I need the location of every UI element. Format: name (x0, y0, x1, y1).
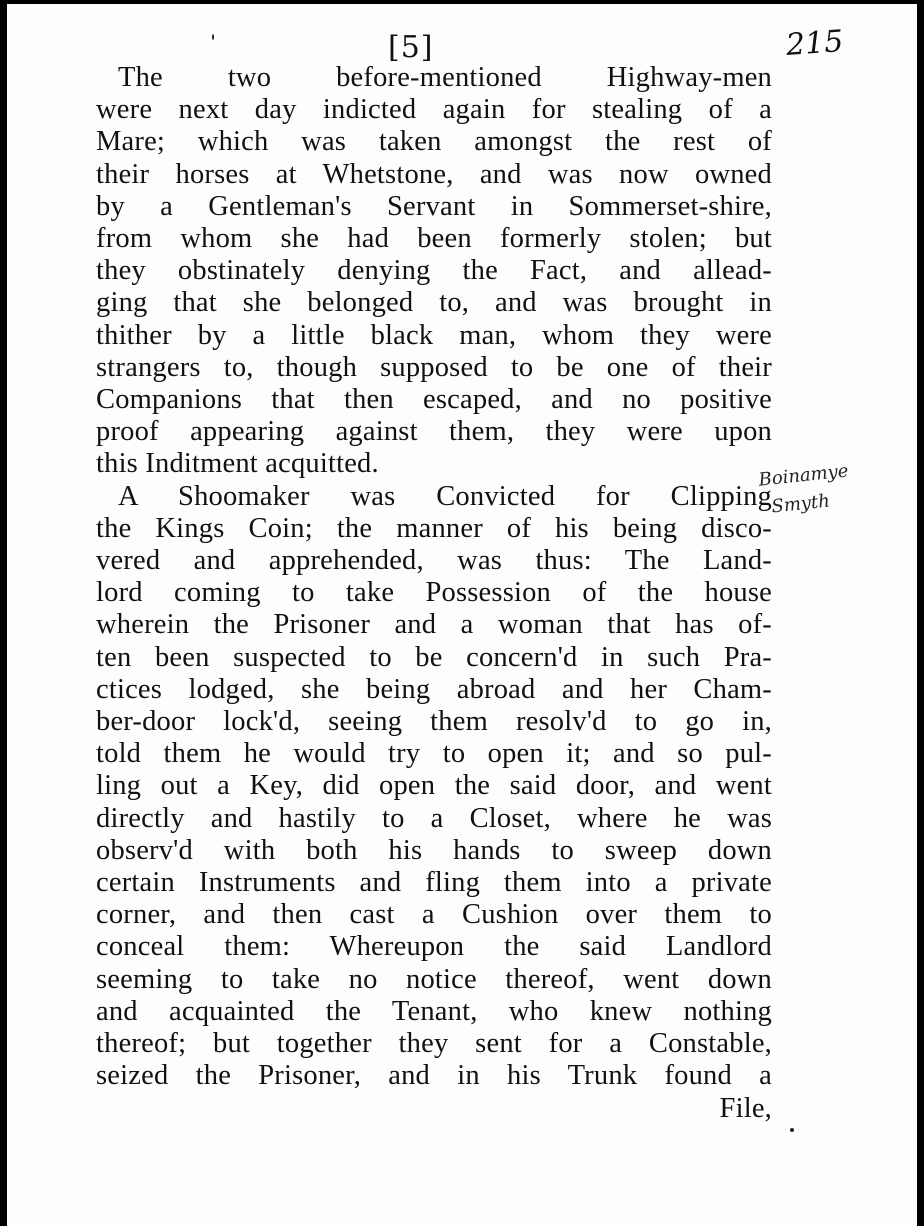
ink-speck (212, 34, 214, 40)
text-line: and acquainted the Tenant, who knew nothing (96, 995, 772, 1027)
page-number: [5] (388, 30, 434, 65)
text-line: Mare; which was taken amongst the rest of (96, 126, 772, 158)
text-line: vered and apprehended, was thus: The Land- (96, 545, 772, 577)
margin-note-line: Boinamye (757, 460, 850, 491)
text-line: they obstinately denying the Fact, and allead- (96, 255, 772, 287)
catchword: File, (719, 1092, 772, 1124)
text-line: ctices lodged, she being abroad and her Cham- (96, 673, 772, 705)
scan-border-right (917, 0, 924, 1226)
text-line: conceal them: Whereupon the said Landlord (96, 931, 772, 963)
text-line: wherein the Prisoner and a woman that has of- (96, 609, 772, 641)
text-line: The two before-mentioned Highway-men (118, 62, 772, 93)
text-line: seized the Prisoner, and in his Trunk found a (96, 1060, 772, 1092)
text-line: thither by a little black man, whom they were (96, 319, 772, 351)
paragraph-shoomaker (96, 481, 772, 1093)
text-line: directly and hastily to a Closet, where he was (96, 802, 772, 834)
text-line: certain Instruments and fling them into a private (96, 867, 772, 899)
scan-border-left (0, 0, 7, 1226)
text-line: Companions that then escaped, and no positive (96, 384, 772, 416)
text-line: seeming to take no notice thereof, went down (96, 963, 772, 995)
text-line: observ'd with both his hands to sweep down (96, 834, 772, 866)
text-line: ber-door lock'd, seeing them resolv'd to go in, (96, 706, 772, 738)
text-line: ling out a Key, did open the said door, and went (96, 770, 772, 802)
text-line: lord coming to take Possession of the house (96, 577, 772, 609)
scan-border-top (0, 0, 924, 4)
text-line: strangers to, though supposed to be one of their (96, 351, 772, 383)
text-line: by a Gentleman's Servant in Sommerset-shire, (96, 190, 772, 222)
text-line: from whom she had been formerly stolen; but (96, 223, 772, 255)
text-line: their horses at Whetstone, and was now owned (96, 158, 772, 190)
text-line: proof appearing against them, they were upon (96, 416, 772, 448)
text-line: A Shoomaker was Convicted for Clipping (118, 480, 772, 512)
paragraph-highwaymen (96, 62, 772, 481)
text-line: ten been suspected to be concern'd in such Pra- (96, 641, 772, 673)
text-line: thereof; but together they sent for a Constable, (96, 1028, 772, 1060)
text-line: ging that she belonged to, and was brought in (96, 287, 772, 319)
text-line: this Inditment acquitted. (96, 448, 379, 480)
body-text (96, 62, 772, 1125)
handwritten-folio-number: 215 (784, 24, 845, 63)
margin-note-line: Smyth (770, 490, 831, 518)
ink-speck (790, 1128, 794, 1132)
text-line: told them he would try to open it; and so pul- (96, 738, 772, 770)
text-line: were next day indicted again for stealing of a (96, 94, 772, 126)
text-line: corner, and then cast a Cushion over them to (96, 899, 772, 931)
text-line: the Kings Coin; the manner of his being disco- (96, 512, 772, 544)
